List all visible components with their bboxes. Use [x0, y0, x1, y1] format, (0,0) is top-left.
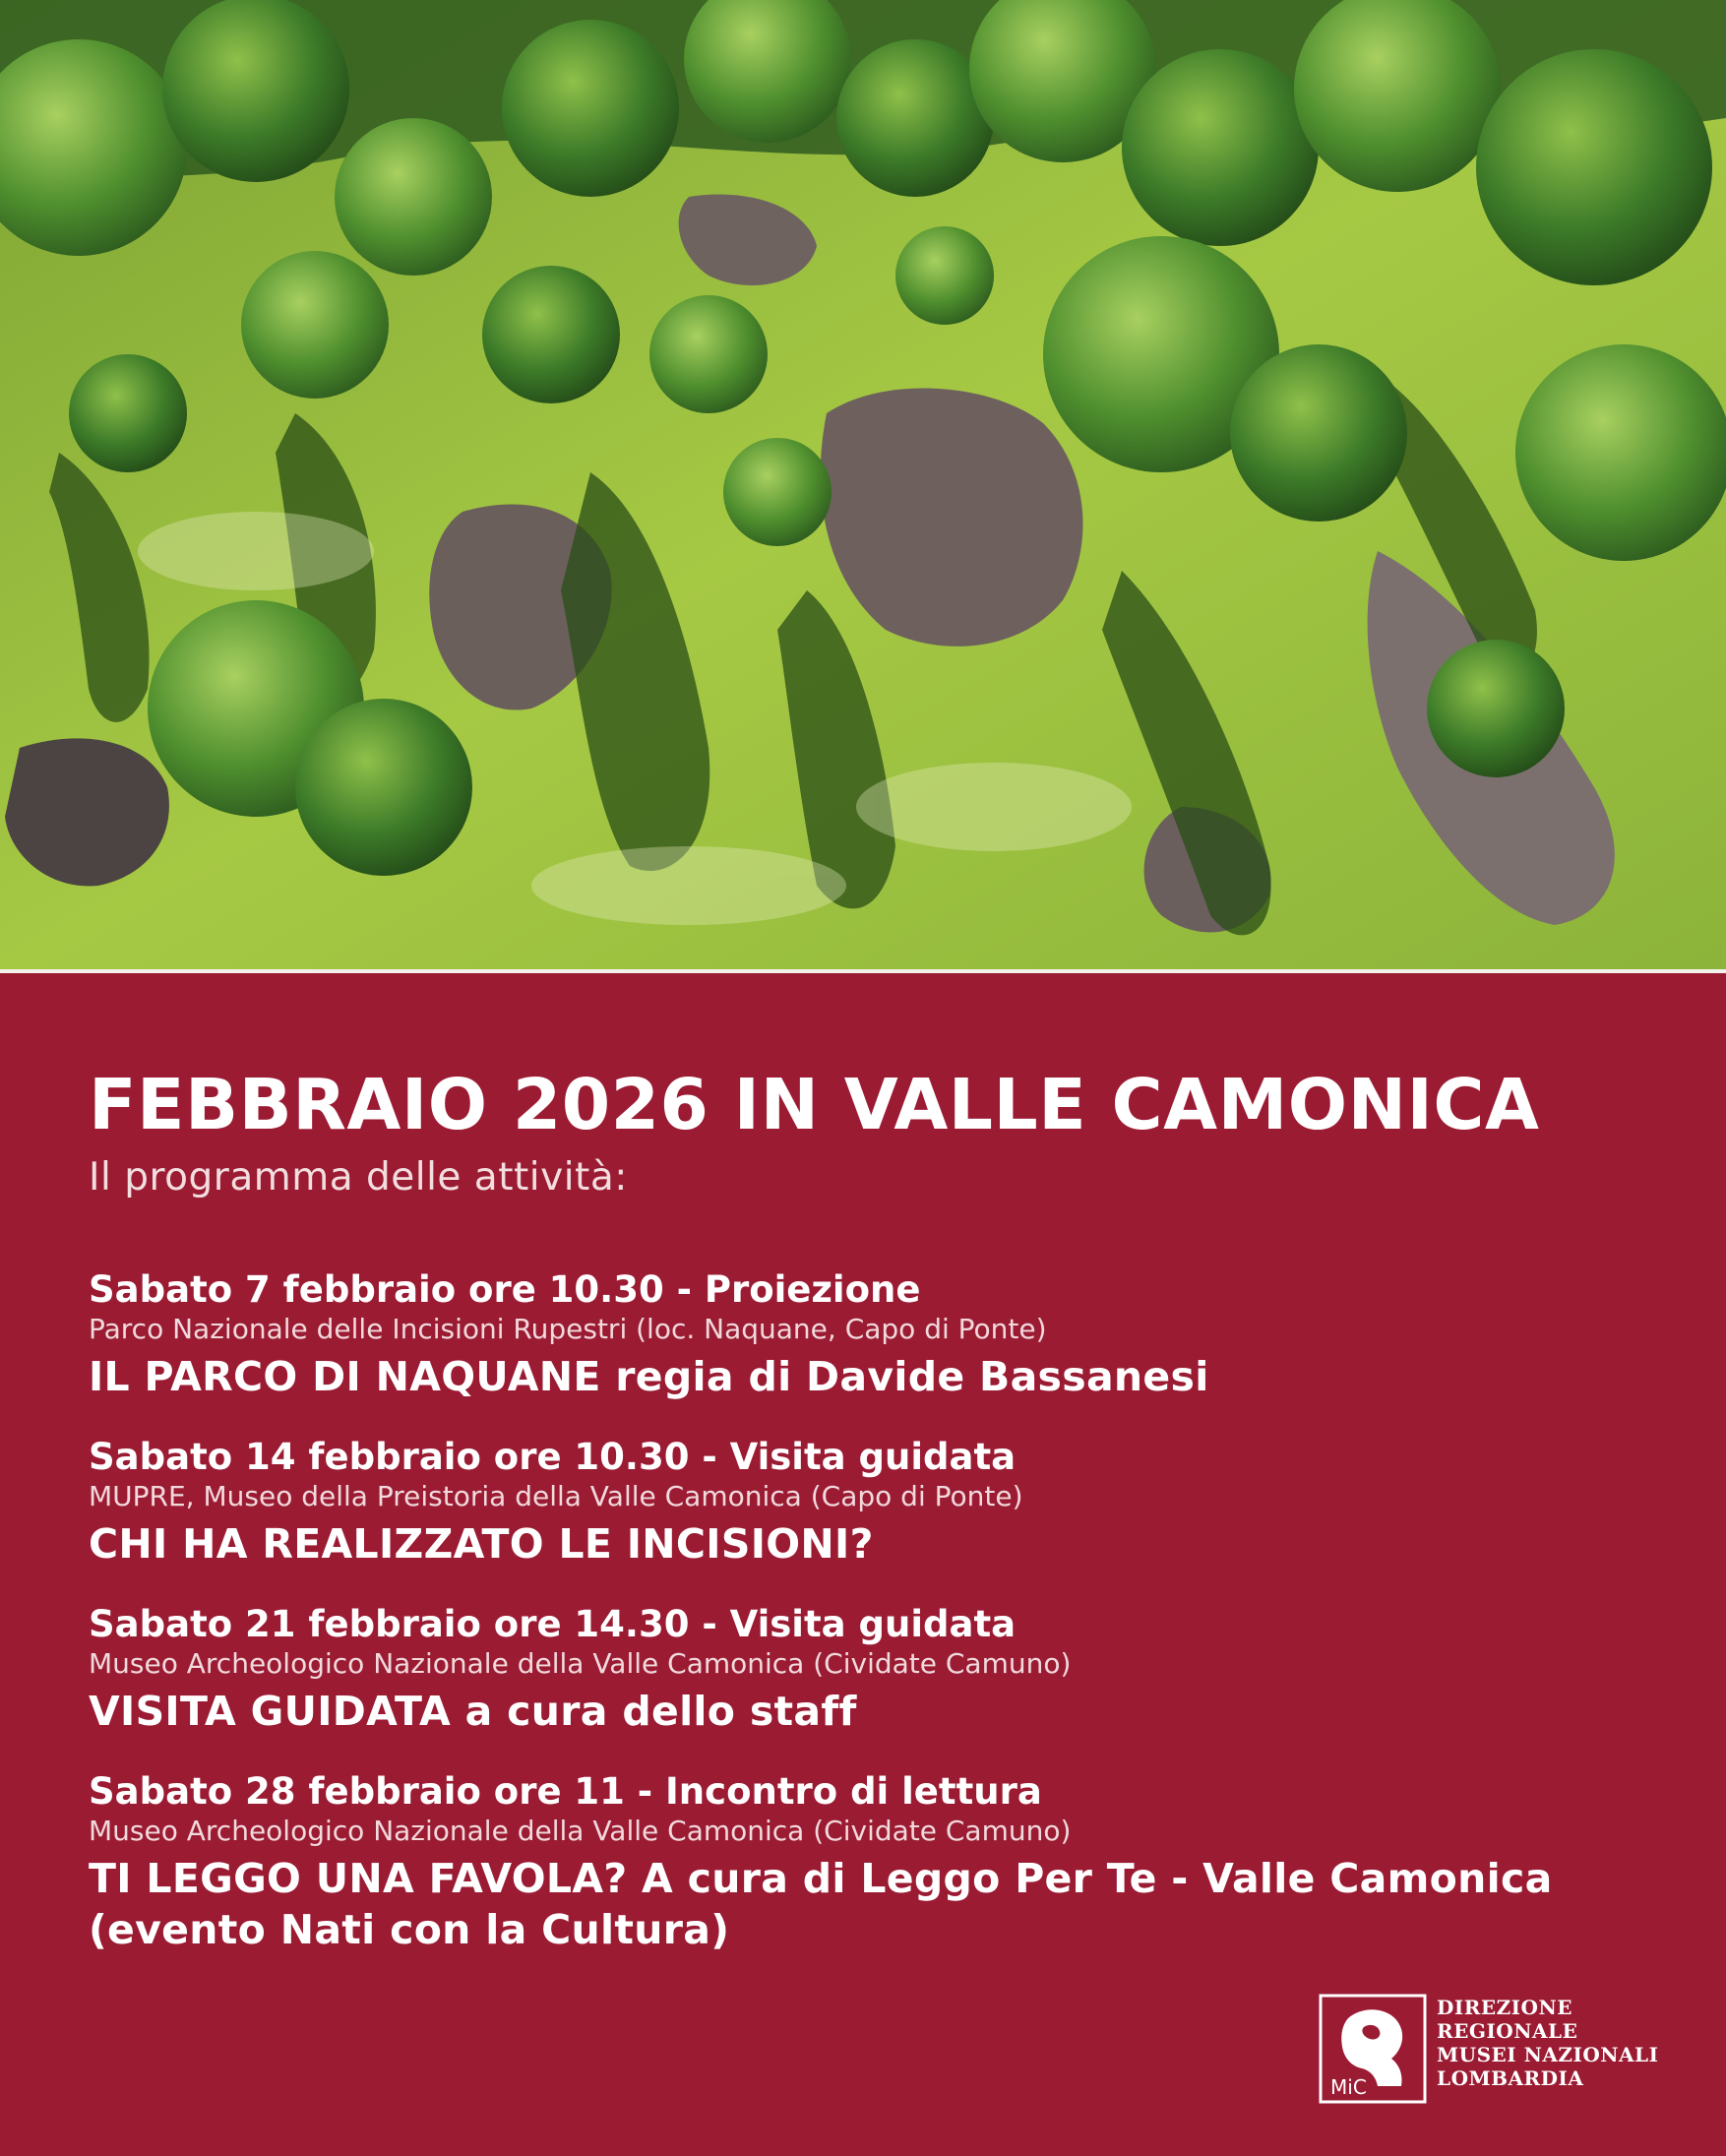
mic-logo: [1319, 1994, 1658, 2104]
program-panel: [0, 973, 1726, 2156]
event-title: CHI HA REALIZZATO LE INCISIONI?: [89, 1520, 874, 1568]
event-date: Sabato 14 febbraio ore 10.30 - Visita guidata: [89, 1436, 1017, 1478]
logo-line-1: DIREZIONE: [1437, 1996, 1572, 2019]
event-title: VISITA GUIDATA a cura dello staff: [89, 1688, 857, 1735]
headline: FEBBRAIO 2026 IN VALLE CAMONICA: [89, 1064, 1540, 1145]
event-location: MUPRE, Museo della Preistoria della Valle Camonica (Capo di Ponte): [89, 1480, 1023, 1512]
event-item-4: [89, 1770, 1663, 1955]
subheadline: Il programma delle attività:: [89, 1155, 628, 1200]
aerial-park-illustration: [0, 0, 1726, 969]
event-date: Sabato 7 febbraio ore 10.30 - Proiezione: [89, 1268, 921, 1311]
aerial-park-photo: [0, 0, 1726, 969]
event-title-line-2: (evento Nati con la Cultura): [89, 1906, 730, 1953]
event-title-line-1: TI LEGGO UNA FAVOLA? A cura di Leggo Per Te - Valle Camonica: [89, 1855, 1553, 1902]
event-date: Sabato 21 febbraio ore 14.30 - Visita guidata: [89, 1603, 1017, 1645]
logo-line-4: LOMBARDIA: [1437, 2066, 1584, 2090]
event-list: [89, 1268, 1663, 1989]
event-location: Museo Archeologico Nazionale della Valle Camonica (Cividate Camuno): [89, 1647, 1072, 1680]
mic-emblem-icon: [1319, 1994, 1427, 2104]
event-location: Parco Nazionale delle Incisioni Rupestri (loc. Naquane, Capo di Ponte): [89, 1313, 1047, 1345]
event-date: Sabato 28 febbraio ore 11 - Incontro di lettura: [89, 1770, 1042, 1813]
logo-text: [1437, 1996, 1658, 2090]
event-location: Museo Archeologico Nazionale della Valle Camonica (Cividate Camuno): [89, 1815, 1072, 1847]
event-title: IL PARCO DI NAQUANE regia di Davide Bassanesi: [89, 1353, 1209, 1400]
logo-mark-text: MiC: [1330, 2075, 1367, 2099]
logo-line-3: MUSEI NAZIONALI: [1437, 2043, 1659, 2066]
logo-line-2: REGIONALE: [1437, 2019, 1578, 2043]
event-title: [89, 1853, 1663, 1955]
event-item-1: [89, 1268, 1663, 1402]
event-item-2: [89, 1436, 1663, 1570]
event-item-3: [89, 1603, 1663, 1737]
